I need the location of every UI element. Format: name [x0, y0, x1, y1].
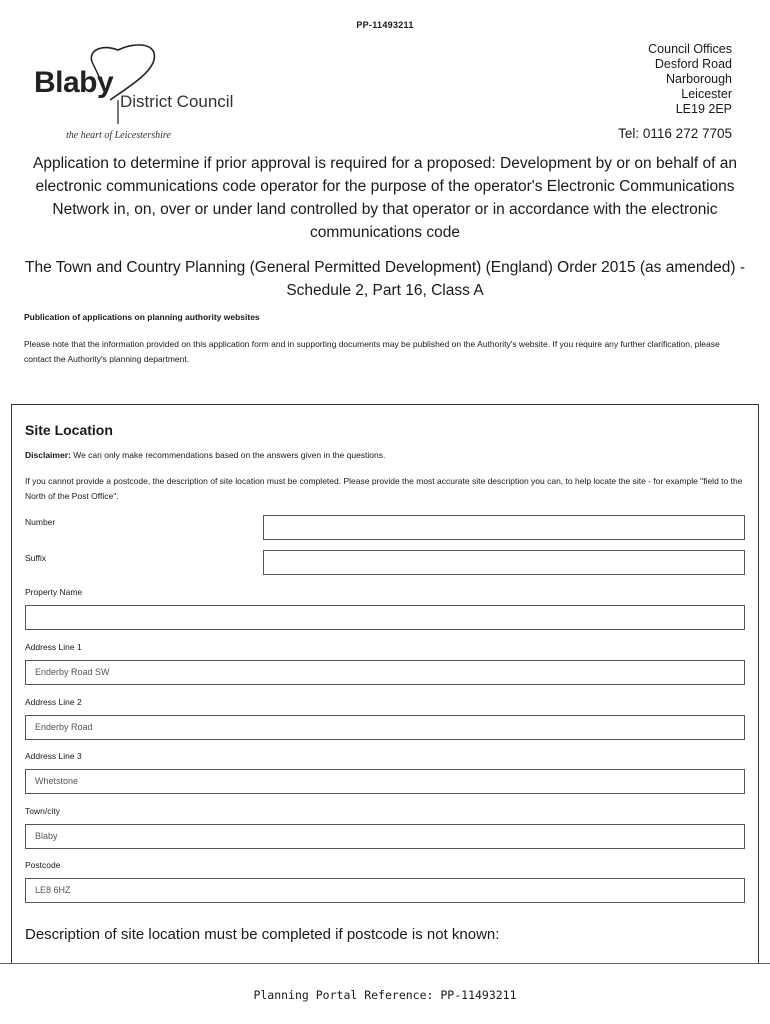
address-line-1-field[interactable]: Enderby Road SW	[25, 660, 745, 685]
address-line-2-label: Address Line 2	[25, 697, 82, 707]
address-line: Leicester	[681, 87, 732, 101]
address-line-3-label: Address Line 3	[25, 751, 82, 761]
postcode-label: Postcode	[25, 860, 61, 870]
logo-tagline: the heart of Leicestershire	[66, 130, 171, 141]
address-line-3-field[interactable]: Whetstone	[25, 769, 745, 794]
town-city-field[interactable]: Blaby	[25, 824, 745, 849]
site-location-heading: Site Location	[25, 422, 113, 438]
telephone-number: Tel: 0116 272 7705	[618, 126, 732, 141]
publication-heading: Publication of applications on planning authority websites	[24, 312, 260, 322]
address-line: Narborough	[665, 72, 732, 86]
address-line: Council Offices	[648, 42, 732, 56]
publication-notice: Please note that the information provided on this application form and in supporting documents may be published on the Authority's website. If you require any further clarification, please contact the Authority's planning department.	[24, 339, 720, 364]
property-name-field[interactable]	[25, 605, 745, 630]
suffix-label: Suffix	[25, 553, 47, 563]
postcode-note: If you cannot provide a postcode, the description of site location must be completed. Please provide the most accurate site description you can, to help locate the site - for example "field to the North of the Post Office".	[25, 476, 743, 501]
address-line-1-label: Address Line 1	[25, 642, 82, 652]
council-address	[648, 42, 732, 117]
reference-number: PP-11493211	[356, 20, 414, 30]
application-title: Application to determine if prior approval is required for a proposed: Development by or on behalf of an electronic communications code operator for the purpose of the operator's Electronic Communications Network in, on, over or under land controlled by that operator or in accordance with the electronic communications code	[33, 155, 737, 241]
suffix-field[interactable]	[263, 550, 745, 575]
council-logo	[30, 40, 270, 150]
address-line: LE19 2EP	[675, 102, 732, 116]
property-name-label: Property Name	[25, 587, 83, 597]
address-line-2-field[interactable]: Enderby Road	[25, 715, 745, 740]
footer-reference: Planning Portal Reference: PP-11493211	[253, 988, 517, 1002]
number-label: Number	[25, 517, 56, 527]
postcode-field[interactable]: LE8 6HZ	[25, 878, 745, 903]
disclaimer	[25, 450, 385, 460]
site-description-label: Description of site location must be completed if postcode is not known:	[25, 926, 500, 943]
disclaimer-text: We can only make recommendations based on the answers given in the questions.	[70, 450, 386, 460]
town-city-label: Town/city	[25, 806, 60, 816]
number-field[interactable]	[263, 515, 745, 540]
page-divider	[0, 963, 770, 964]
order-title: The Town and Country Planning (General Permitted Development) (England) Order 2015 (as amended) - Schedule 2, Part 16, Class A	[25, 259, 745, 299]
disclaimer-label: Disclaimer:	[25, 450, 71, 460]
logo-wordmark-blaby: Blaby	[34, 66, 114, 99]
logo-wordmark-district-council: District Council	[120, 92, 234, 111]
address-line: Desford Road	[654, 57, 732, 71]
